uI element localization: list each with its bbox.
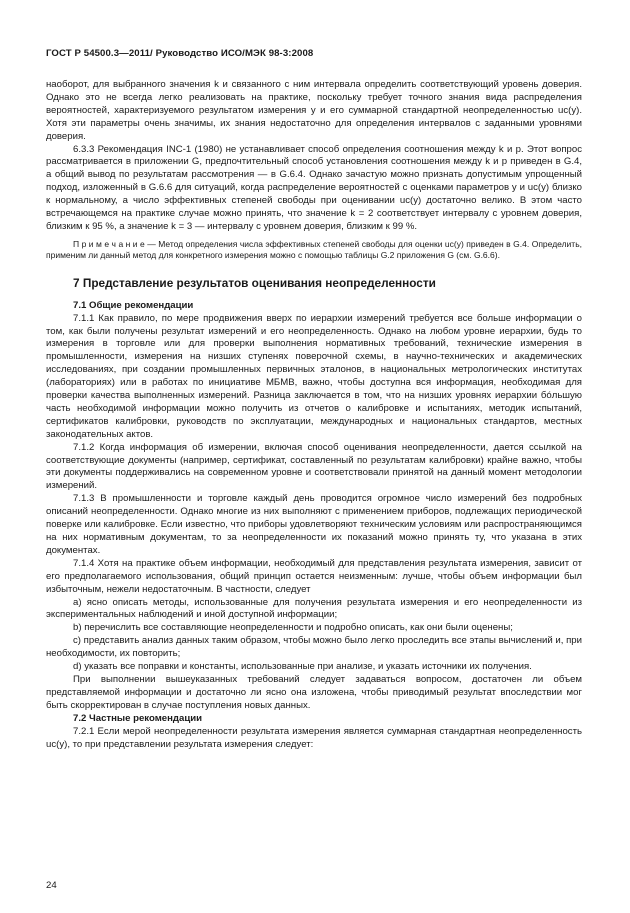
paragraph-7-1-4: 7.1.4 Хотя на практике объем информации, необходимый для представления результата измерения, зависит от его предполагаемого использования, общий принцип остается неизменным: лучше, чтобы объем информации был избыточным, нежели недостаточным. В частности, следует (46, 557, 582, 595)
page-number: 24 (46, 880, 57, 891)
subsection-7-1-heading: 7.1 Общие рекомендации (73, 299, 194, 311)
note: П р и м е ч а н и е — Метод определения числа эффективных степеней свободы для оценки uc(y) приведен в G.4. Определить, применим ли данный метод для конкретного измерения можно с помощью таблицы G.2 приложения G (см. G.6.6). (46, 238, 582, 261)
list-item-a: a) ясно описать методы, использованные для получения результата измерения и его неопределенности из экспериментальных наблюдений и иной доступной информации; (46, 596, 582, 621)
paragraph-continuation: наоборот, для выбранного значения k и связанного с ним интервала определить соответствующий уровень доверия. Однако это не всегда легко реализовать на практике, поскольку требует точного знания вида распределения вероятностей, характеризуемого результатом измерения y и его суммарной стандартной неопределенностью uc(y). Хотя эти параметры очень значимы, их знания недостаточно для определения интервалов с заданными уровнями доверия. (46, 79, 582, 142)
section-7-heading: 7 Представление результатов оценивания неопределенности (73, 275, 436, 290)
document-body (46, 79, 582, 751)
paragraph-7-1-3: 7.1.3 В промышленности и торговле каждый день проводится огромное число измерений без подробных описаний неопределенности. Однако многие из них выполняют с применением приборов, подлежащих периодической поверке или калибровке. Если известно, что приборы удовлетворяют техническим условиям или распространяющимся на них нормативным документам, то за неопределенности их показаний можно принять ту, что указана в этих документах. (46, 493, 582, 556)
page-header: ГОСТ Р 54500.3—2011/ Руководство ИСО/МЭК 98-3:2008 (46, 48, 314, 59)
paragraph-7-1-2: 7.1.2 Когда информация об измерении, включая способ оценивания неопределенности, дается ссылкой на соответствующие документы (например, сертификат, составленный по результатам калибровки) крайне важно, чтобы эти документы поддерживались на современном уровне и соответствовали принятой на данный момент методологии измерений. (46, 441, 582, 492)
paragraph-6-3-3: 6.3.3 Рекомендация INC-1 (1980) не устанавливает способ определения соотношения между k и p. Этот вопрос рассматривается в приложении G, предпочтительный способ установления соотношения между k и p приведен в G.4, а общий вывод по результатам рассмотрения — в G.6.4. Однако зачастую можно признать допустимым упрощенный подход, изложенный в G.6.6 для ситуаций, когда распределение вероятностей с оценками параметров y и uc(y) близко к нормальному, а число эффективных степеней свободы при оценивании uc(y) достаточно велико. В этом часто встречающемся на практике случае можно принять, что значение k = 2 соответствует интервалу с уровнем доверия, близким к 95 %, а значение k = 3 — интервалу с уровнем доверия, близким к 99 %. (46, 143, 582, 232)
list-item-b: b) перечислить все составляющие неопределенности и подробно описать, как они были оценены; (73, 622, 513, 634)
paragraph-7-1-1: 7.1.1 Как правило, по мере продвижения вверх по иерархии измерений требуется все больше информации о том, как были получены результат измерений и его неопределенность. Однако на любом уровне иерархии, будь то измерения в торговле или для проверки выполнения нормативных требований, технические измерения в промышленности, измерения на низших ступенях поверочной схемы, в научно-технических и академических исследованиях, при создании промышленных первичных эталонов, в национальных метрологических институтах (лабораториях) или в работах по инициативе МБМВ, важно, чтобы доступна вся информация, необходимая для проверки качества выполненных измерений. Разница заключается в том, что на низших уровнях иерархии бóльшую часть необходимой информации можно получить из отчетов о калибровке и испытаниях, методик испытаний, сертификатов калибровки, руководств по эксплуатации, международных и национальных стандартов, местных законодательных актов. (46, 312, 582, 440)
subsection-7-2-heading: 7.2 Частные рекомендации (73, 712, 203, 724)
list-item-d: d) указать все поправки и константы, использованные при анализе, и указать источники их получения. (73, 661, 532, 673)
paragraph-7-2-1: 7.2.1 Если мерой неопределенности результата измерения является суммарная стандартная неопределенность uc(y), то при представлении результата измерения следует: (46, 725, 582, 750)
paragraph-after-list: При выполнении вышеуказанных требований следует задаваться вопросом, достаточен ли объем представляемой информации и достаточно ли ясно она изложена, чтобы приводимый результат впоследствии мог быть скорректирован в случае поступления новых данных. (46, 673, 582, 711)
list-item-c: c) представить анализ данных таким образом, чтобы можно было легко проследить все этапы вычислений и, при необходимости, их повторить; (46, 635, 582, 660)
